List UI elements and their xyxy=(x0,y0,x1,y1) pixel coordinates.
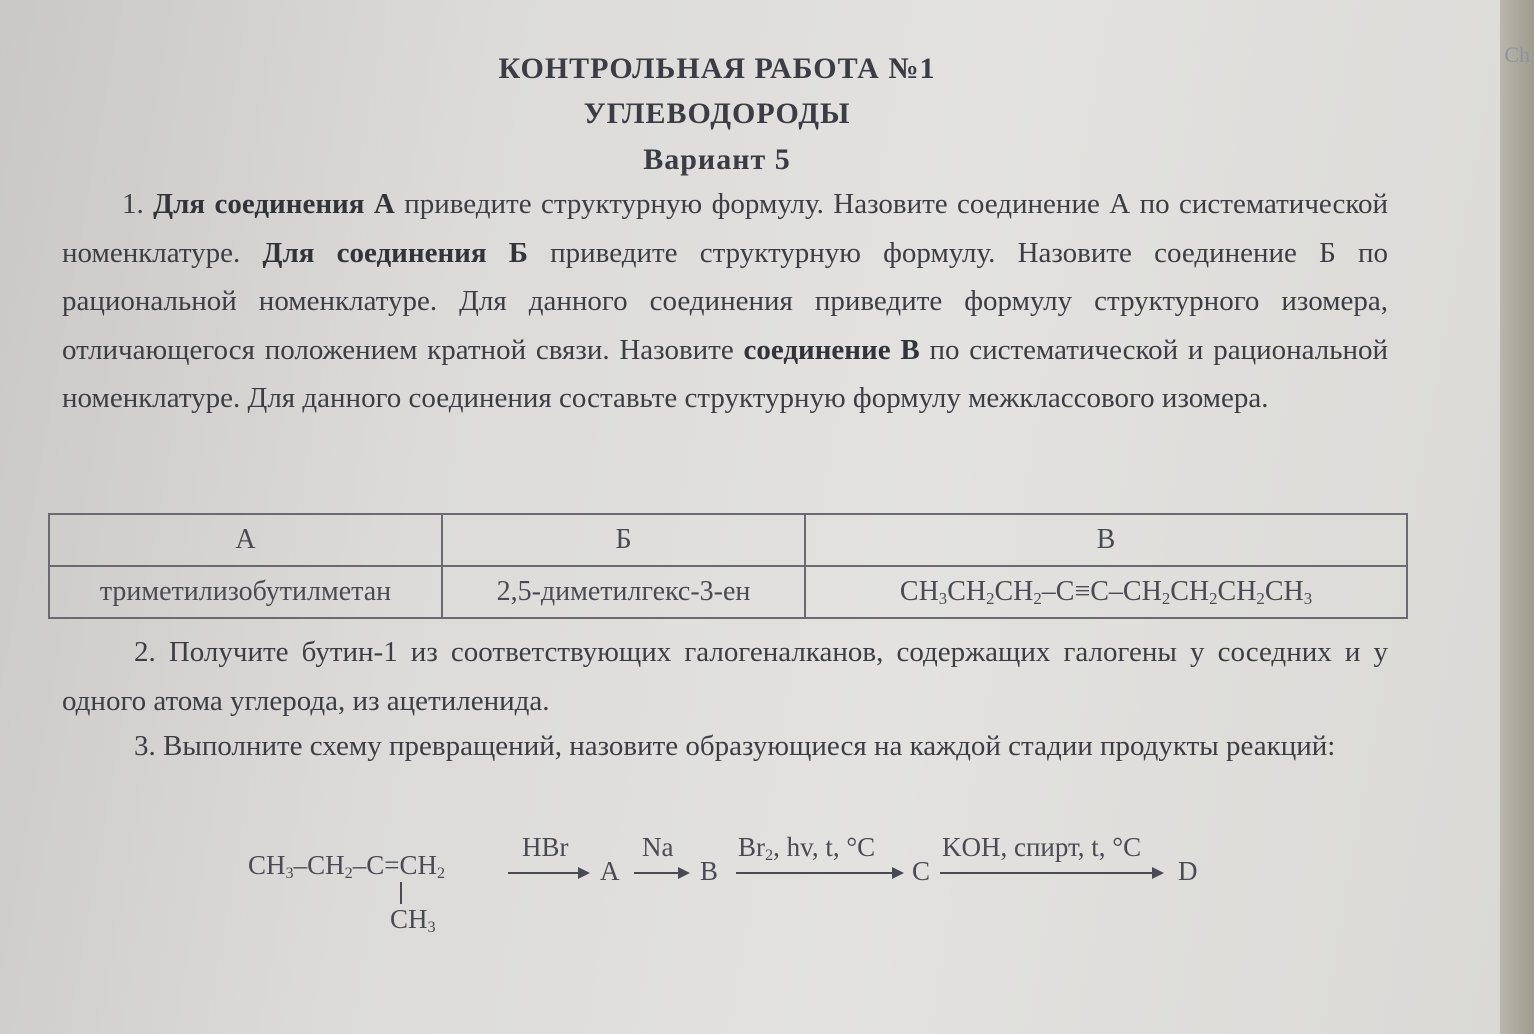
product-b: B xyxy=(700,856,719,886)
task-2-text: 2. Получите бутин-1 из соответствующих галогеналканов, содержащих галогены у соседних и у одного атома углерода, из ацетиленида. xyxy=(62,636,1388,717)
header-a: А xyxy=(49,514,442,566)
compound-a-name: триметилизобутилметан xyxy=(49,566,442,618)
arrow-3 xyxy=(736,872,902,874)
table-header-row xyxy=(49,514,1407,566)
page-edge xyxy=(1500,0,1534,1034)
compounds-table xyxy=(48,513,1408,619)
compound-c-formula: $CH_3CH_2CH_2-C\equiv C-CH_2CH_2CH_2CH_3$ xyxy=(805,566,1407,618)
task-1-text xyxy=(62,180,1388,423)
reagent-2: Na xyxy=(642,832,674,862)
task-1-number: 1. xyxy=(122,188,154,220)
table-row xyxy=(49,566,1407,618)
product-d: D xyxy=(1178,856,1198,886)
task-1-compound-c: соединение В xyxy=(743,333,920,366)
edge-mark: Ch xyxy=(1504,42,1530,67)
branch-methyl: $CH_3$ xyxy=(390,904,436,937)
task-1-part-2: приведите структурную формулу. Назовите соединение Б по рациональной номенклатуре. Для данного соединения приведите формулу структурного изомера, отличающегося положением кратной связи. Назовите xyxy=(62,236,1388,366)
header-b: Б xyxy=(442,514,805,566)
product-c: C xyxy=(912,856,931,886)
header-c: В xyxy=(805,514,1407,566)
arrow-4 xyxy=(940,872,1162,874)
task-3-text: 3. Выполните схему превращений, назовите образующиеся на каждой стадии продукты реакций: xyxy=(134,730,1336,762)
starting-alkene: $CH_3-CH_2-C=CH_2$ xyxy=(248,850,446,883)
reagent-4: KOH, спирт, t, °C xyxy=(942,832,1142,862)
compound-b-name: 2,5-диметилгекс-3-ен xyxy=(442,566,805,618)
task-1-compound-a: Для соединения А xyxy=(153,188,395,220)
test-variant: Вариант 5 xyxy=(643,143,791,176)
reagent-1: HBr xyxy=(522,832,569,862)
product-a: A xyxy=(600,856,620,886)
branch-bond xyxy=(400,882,402,904)
task-1-part-1: приведите структурную формулу. Назовите соединение А по систематической номенклатуре. xyxy=(62,188,1389,269)
task-1-part-3: по систематической и рациональной номенклатуре. Для данного соединения составьте структурную формулу межклассового изомера. xyxy=(62,333,1388,414)
task-1-compound-b: Для соединения Б xyxy=(262,236,528,269)
reagent-3: $Br_2$, hv, t, °C xyxy=(738,832,876,865)
test-title: КОНТРОЛЬНАЯ РАБОТА №1 xyxy=(498,52,936,85)
test-topic: УГЛЕВОДОРОДЫ xyxy=(583,97,851,130)
arrow-1 xyxy=(508,872,588,874)
arrow-2 xyxy=(634,872,688,874)
reaction-scheme xyxy=(240,832,1240,942)
